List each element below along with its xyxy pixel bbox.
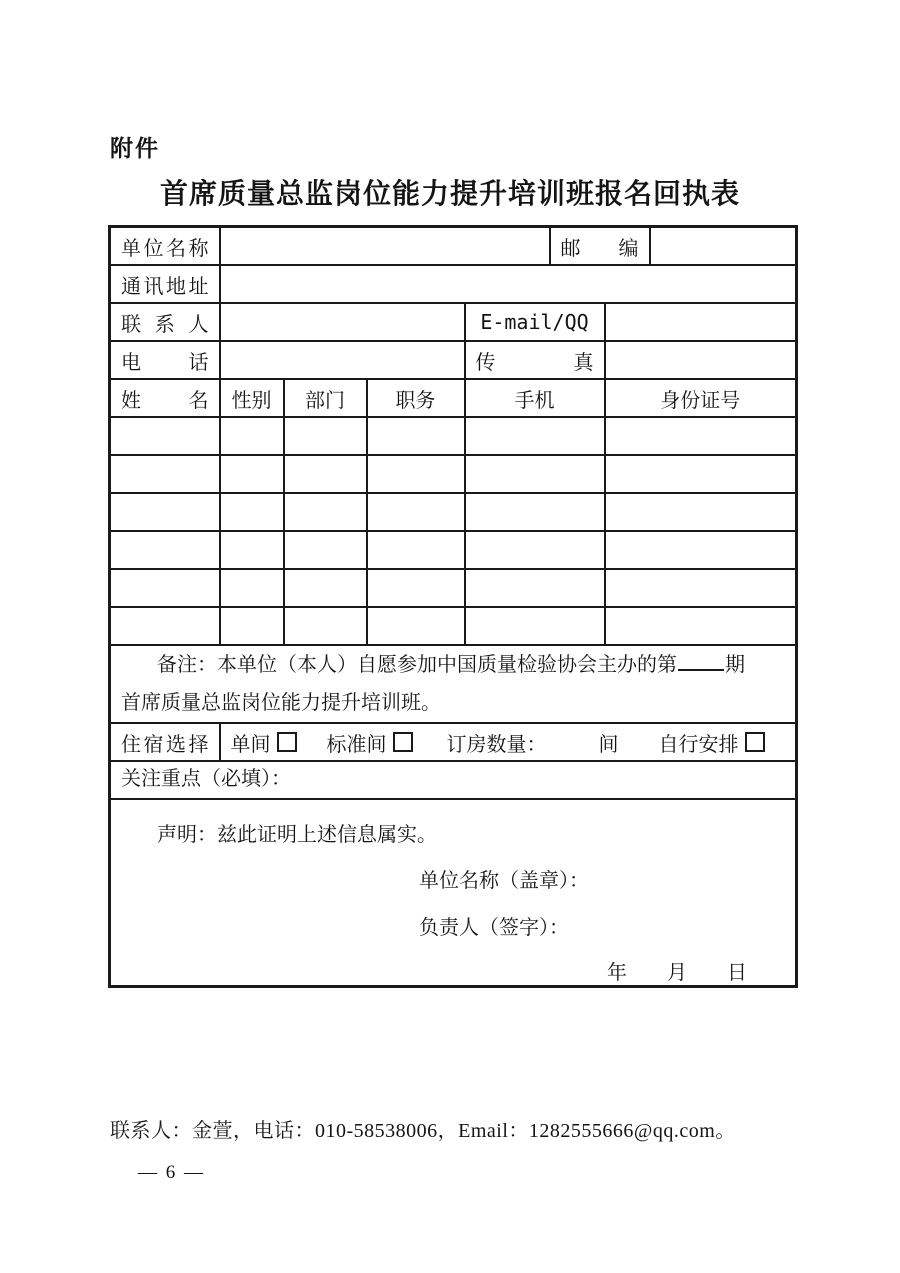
declaration-row	[110, 799, 797, 987]
registration-form-table	[108, 225, 798, 988]
field-label-email-qq: E-mail/QQ	[465, 303, 605, 341]
input-cell-postal-code[interactable]	[650, 227, 797, 266]
person-cell-department[interactable]	[284, 569, 367, 607]
person-row	[110, 569, 797, 607]
signature-label: 负责人（签字）：	[419, 917, 569, 939]
booking-qty-label: 订房数量：	[446, 733, 547, 756]
field-label-fax: 传真	[465, 341, 605, 379]
field-label-postal-code: 邮编	[550, 227, 650, 266]
person-cell-gender[interactable]	[220, 455, 284, 493]
row-contact	[110, 303, 797, 341]
person-cell-position[interactable]	[367, 455, 465, 493]
column-header-gender: 性别	[220, 379, 284, 417]
column-header-department: 部门	[284, 379, 367, 417]
field-label-unit-name: 单位名称	[110, 227, 220, 266]
row-phone	[110, 341, 797, 379]
column-header-mobile: 手机	[465, 379, 605, 417]
person-cell-department[interactable]	[284, 607, 367, 645]
single-room-checkbox[interactable]	[277, 732, 297, 752]
unit-seal-label: 单位名称（盖章）：	[419, 870, 589, 892]
person-cell-mobile[interactable]	[465, 531, 605, 569]
notes-text-suffix: 期	[725, 654, 745, 676]
lodging-row	[110, 723, 797, 761]
person-cell-gender[interactable]	[220, 417, 284, 455]
person-row	[110, 531, 797, 569]
self-arrange-checkbox[interactable]	[745, 732, 765, 752]
declaration-cell	[110, 799, 797, 987]
person-cell-name[interactable]	[110, 531, 220, 569]
person-cell-gender[interactable]	[220, 569, 284, 607]
focus-input-cell[interactable]	[110, 761, 797, 799]
input-cell-unit-name[interactable]	[220, 227, 550, 266]
notes-line-2: 首席质量总监岗位能力提升培训班。	[121, 692, 441, 714]
input-cell-contact-person[interactable]	[220, 303, 465, 341]
person-cell-id-number[interactable]	[605, 493, 797, 531]
standard-room-checkbox[interactable]	[393, 732, 413, 752]
person-cell-mobile[interactable]	[465, 607, 605, 645]
notes-line-1	[121, 646, 785, 684]
person-cell-department[interactable]	[284, 455, 367, 493]
person-cell-gender[interactable]	[220, 493, 284, 531]
field-label-phone: 电话	[110, 341, 220, 379]
person-cell-mobile[interactable]	[465, 569, 605, 607]
attachment-label: 附件	[110, 135, 160, 161]
lodging-options-cell	[220, 723, 797, 761]
person-row	[110, 493, 797, 531]
declaration-statement: 声明：兹此证明上述信息属实。	[157, 824, 437, 846]
person-cell-position[interactable]	[367, 531, 465, 569]
column-header-name: 姓名	[110, 379, 220, 417]
input-cell-address[interactable]	[220, 265, 797, 303]
lodging-label: 住宿选择	[110, 723, 220, 761]
lodging-option-single-room: 单间	[230, 733, 271, 756]
page-number: — 6 —	[138, 1162, 205, 1183]
blank-underline[interactable]	[678, 664, 724, 671]
person-row	[110, 607, 797, 645]
input-cell-phone[interactable]	[220, 341, 465, 379]
person-cell-gender[interactable]	[220, 607, 284, 645]
field-label-address: 通讯地址	[110, 265, 220, 303]
person-cell-id-number[interactable]	[605, 607, 797, 645]
person-cell-position[interactable]	[367, 569, 465, 607]
notes-row	[110, 645, 797, 723]
person-cell-mobile[interactable]	[465, 417, 605, 455]
person-cell-position[interactable]	[367, 493, 465, 531]
person-cell-department[interactable]	[284, 417, 367, 455]
person-cell-name[interactable]	[110, 493, 220, 531]
focus-row	[110, 761, 797, 799]
person-row	[110, 417, 797, 455]
person-cell-id-number[interactable]	[605, 417, 797, 455]
notes-text-prefix: 备注：本单位（本人）自愿参加中国质量检验协会主办的第	[157, 654, 677, 676]
person-cell-name[interactable]	[110, 569, 220, 607]
person-cell-name[interactable]	[110, 455, 220, 493]
field-label-contact-person: 联系人	[110, 303, 220, 341]
person-cell-mobile[interactable]	[465, 493, 605, 531]
person-cell-gender[interactable]	[220, 531, 284, 569]
person-cell-id-number[interactable]	[605, 455, 797, 493]
person-cell-mobile[interactable]	[465, 455, 605, 493]
lodging-option-self-arrange: 自行安排	[658, 733, 739, 756]
person-cell-position[interactable]	[367, 607, 465, 645]
input-cell-fax[interactable]	[605, 341, 797, 379]
notes-cell	[110, 645, 797, 723]
person-row	[110, 455, 797, 493]
person-cell-name[interactable]	[110, 607, 220, 645]
row-address	[110, 265, 797, 303]
input-cell-email-qq[interactable]	[605, 303, 797, 341]
row-unit-name	[110, 227, 797, 266]
person-cell-id-number[interactable]	[605, 569, 797, 607]
person-cell-position[interactable]	[367, 417, 465, 455]
person-cell-department[interactable]	[284, 531, 367, 569]
booking-qty-unit: 间	[598, 733, 619, 756]
person-cell-department[interactable]	[284, 493, 367, 531]
person-cell-name[interactable]	[110, 417, 220, 455]
lodging-option-standard-room: 标准间	[326, 733, 387, 756]
people-header-row	[110, 379, 797, 417]
column-header-id-number: 身份证号	[605, 379, 797, 417]
footer-contact-info: 联系人：金萱，电话：010-58538006，Email：1282555666@qq.com。	[110, 1120, 736, 1142]
page-title: 首席质量总监岗位能力提升培训班报名回执表	[159, 179, 740, 210]
column-header-position: 职务	[367, 379, 465, 417]
date-fields: 年 月 日	[607, 962, 747, 984]
person-cell-id-number[interactable]	[605, 531, 797, 569]
focus-label: 关注重点（必填）：	[121, 768, 291, 790]
